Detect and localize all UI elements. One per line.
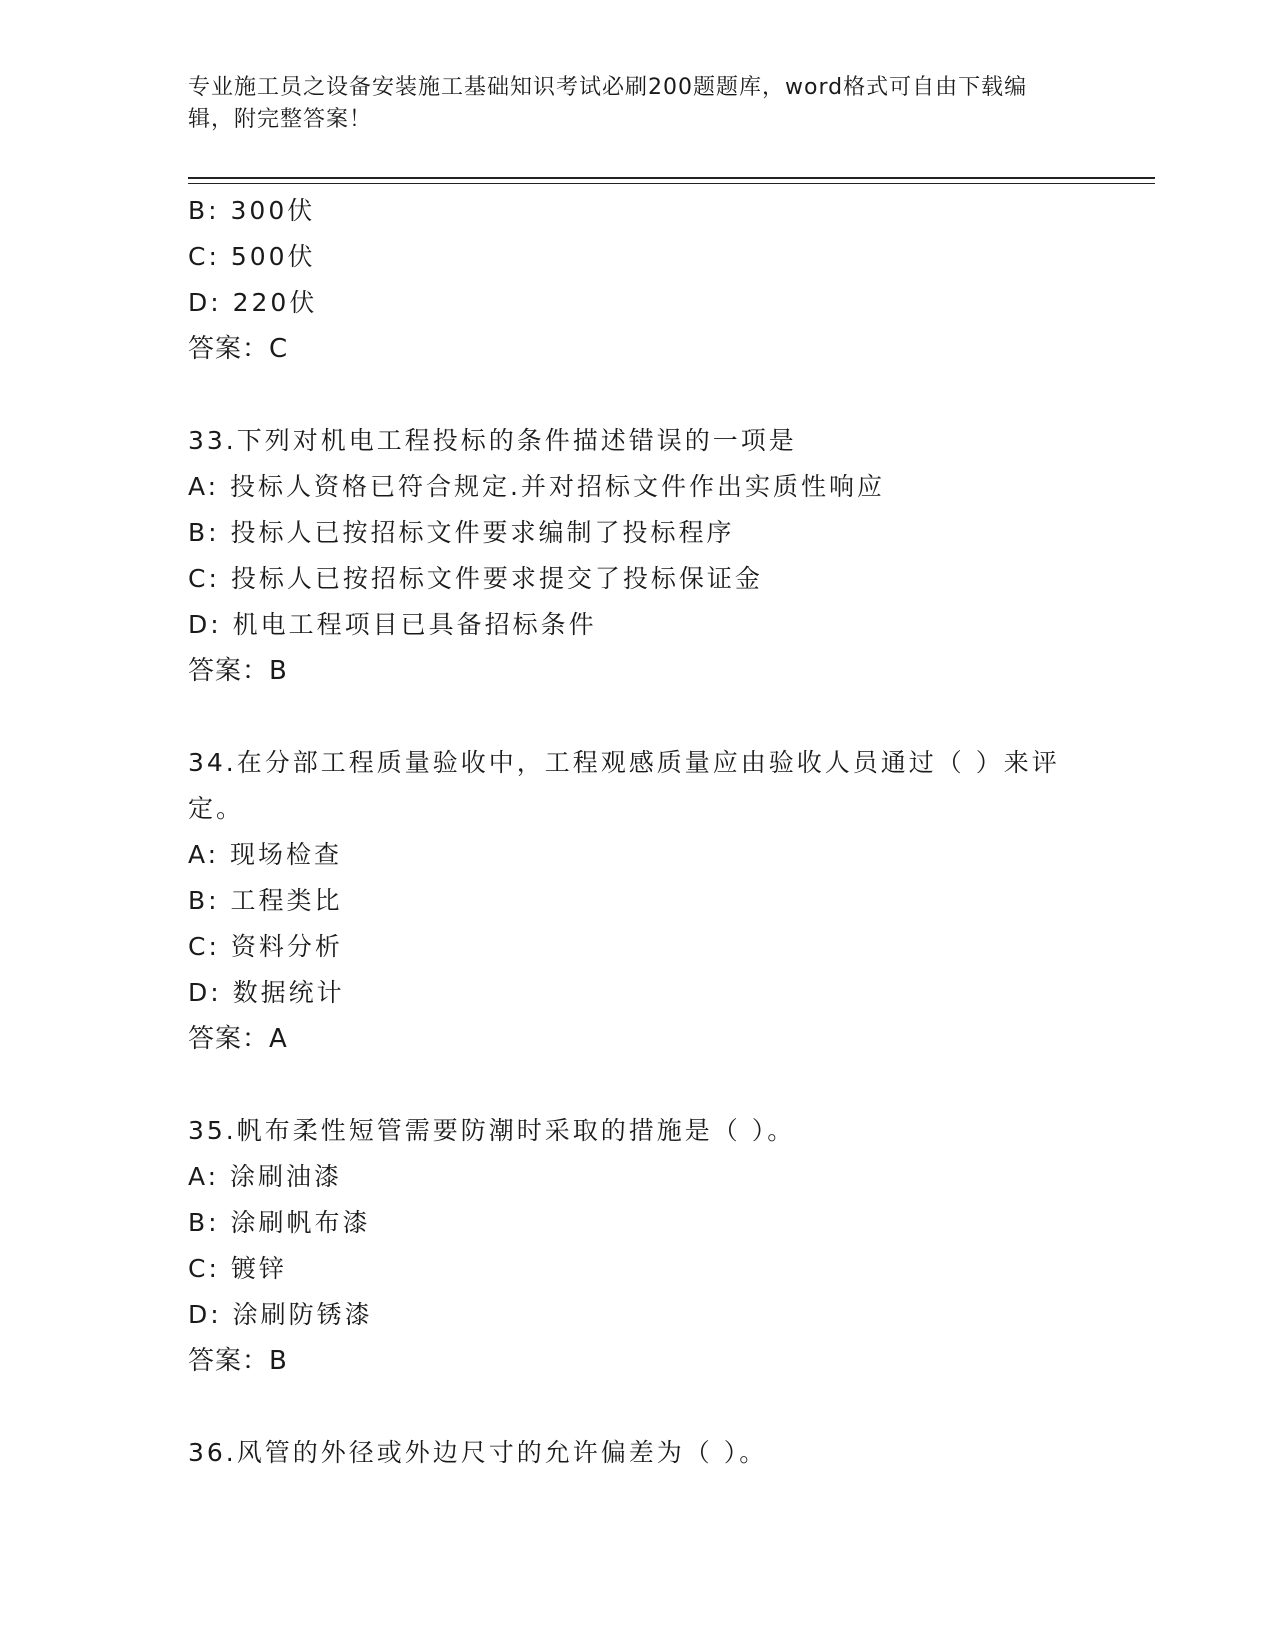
option-a: A: 现场检查 [188, 840, 343, 869]
option-c: C: 镀锌 [188, 1254, 287, 1283]
spacer [188, 372, 1155, 418]
option-d: D: 机电工程项目已具备招标条件 [188, 610, 597, 639]
option-a: A: 投标人资格已符合规定.并对招标文件作出实质性响应 [188, 472, 885, 501]
answer: 答案：B [188, 656, 288, 686]
spacer [188, 694, 1155, 740]
header-divider-thick [188, 177, 1155, 179]
option-d: D: 220伏 [188, 288, 318, 317]
question-list [188, 188, 1155, 1476]
option-c: C: 500伏 [188, 242, 316, 271]
spacer [188, 1062, 1155, 1108]
question-35 [188, 1108, 1155, 1384]
header-divider-thin [188, 183, 1155, 184]
answer: 答案：B [188, 1346, 288, 1376]
question-33 [188, 418, 1155, 694]
spacer [188, 1384, 1155, 1430]
option-c: C: 资料分析 [188, 932, 343, 961]
question-32 [188, 188, 1155, 372]
option-b: B: 300伏 [188, 196, 316, 225]
option-c: C: 投标人已按招标文件要求提交了投标保证金 [188, 564, 763, 593]
option-b: B: 涂刷帆布漆 [188, 1208, 371, 1237]
answer: 答案：C [188, 334, 289, 364]
option-d: D: 涂刷防锈漆 [188, 1300, 373, 1329]
option-b: B: 投标人已按招标文件要求编制了投标程序 [188, 518, 735, 547]
question-34 [188, 740, 1155, 1062]
question-text: 34.在分部工程质量验收中，工程观感质量应由验收人员通过（ ）来评定。 [188, 748, 1060, 823]
document-header: 专业施工员之设备安装施工基础知识考试必刷200题题库，word格式可自由下载编辑，附完整答案！ [188, 75, 1028, 132]
question-text: 35.帆布柔性短管需要防潮时采取的措施是（ ）。 [188, 1116, 796, 1145]
option-b: B: 工程类比 [188, 886, 343, 915]
option-d: D: 数据统计 [188, 978, 345, 1007]
option-a: A: 涂刷油漆 [188, 1162, 343, 1191]
question-text: 33.下列对机电工程投标的条件描述错误的一项是 [188, 426, 797, 455]
question-text: 36.风管的外径或外边尺寸的允许偏差为（ ）。 [188, 1438, 768, 1467]
answer: 答案：A [188, 1024, 288, 1054]
question-36 [188, 1430, 1155, 1476]
